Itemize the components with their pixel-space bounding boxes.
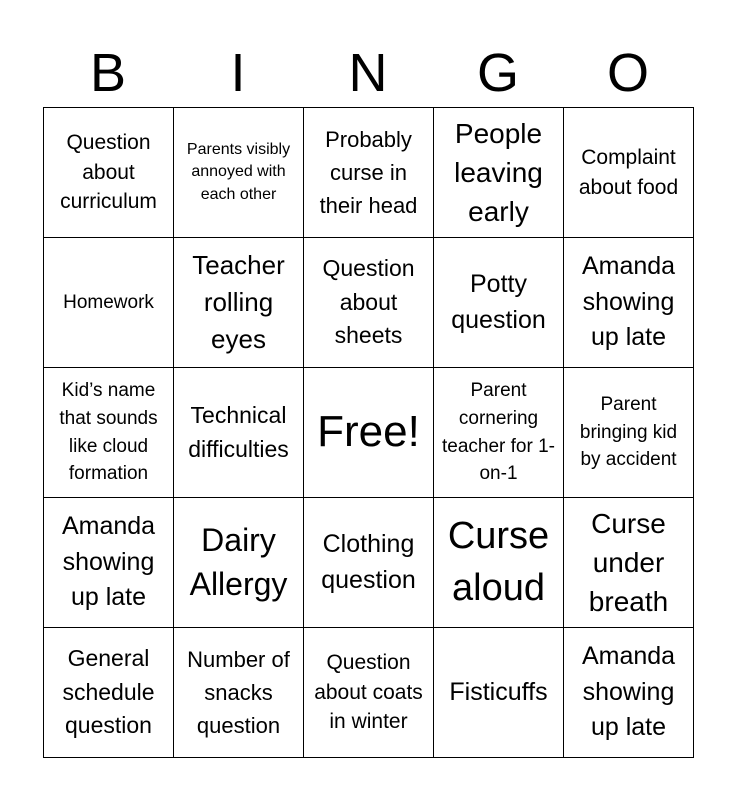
bingo-cell[interactable]: Curse under breath <box>564 498 694 628</box>
bingo-cell[interactable]: Fisticuffs <box>434 628 564 758</box>
bingo-cell[interactable]: Amanda showing up late <box>564 628 694 758</box>
bingo-cell[interactable]: Number of snacks question <box>174 628 304 758</box>
bingo-cell[interactable]: Parent bringing kid by accident <box>564 368 694 498</box>
bingo-cell[interactable]: Question about sheets <box>304 238 434 368</box>
bingo-cell[interactable]: Homework <box>44 238 174 368</box>
bingo-header <box>43 40 693 106</box>
bingo-cell[interactable]: Potty question <box>434 238 564 368</box>
bingo-cell[interactable]: Technical difficulties <box>174 368 304 498</box>
header-letter-g: G <box>476 43 519 103</box>
header-letter-o: O <box>606 43 649 103</box>
bingo-cell[interactable]: Question about curriculum <box>44 108 174 238</box>
bingo-cell[interactable]: Probably curse in their head <box>304 108 434 238</box>
free-space[interactable]: Free! <box>304 368 434 498</box>
header-letter-b: B <box>89 43 127 103</box>
bingo-cell[interactable]: Curse aloud <box>434 498 564 628</box>
bingo-cell[interactable]: Parents visibly annoyed with each other <box>174 108 304 238</box>
bingo-cell[interactable]: People leaving early <box>434 108 564 238</box>
bingo-cell[interactable]: Clothing question <box>304 498 434 628</box>
header-letter-n: N <box>348 43 388 103</box>
bingo-cell[interactable]: Question about coats in winter <box>304 628 434 758</box>
bingo-board <box>43 107 694 758</box>
bingo-cell[interactable]: Parent cornering teacher for 1-on-1 <box>434 368 564 498</box>
bingo-cell[interactable]: General schedule question <box>44 628 174 758</box>
bingo-cell[interactable]: Complaint about food <box>564 108 694 238</box>
header-letter-i: I <box>230 43 246 103</box>
bingo-cell[interactable]: Dairy Allergy <box>174 498 304 628</box>
bingo-cell[interactable]: Teacher rolling eyes <box>174 238 304 368</box>
bingo-cell[interactable]: Kid’s name that sounds like cloud formation <box>44 368 174 498</box>
bingo-cell[interactable]: Amanda showing up late <box>44 498 174 628</box>
bingo-cell[interactable]: Amanda showing up late <box>564 238 694 368</box>
